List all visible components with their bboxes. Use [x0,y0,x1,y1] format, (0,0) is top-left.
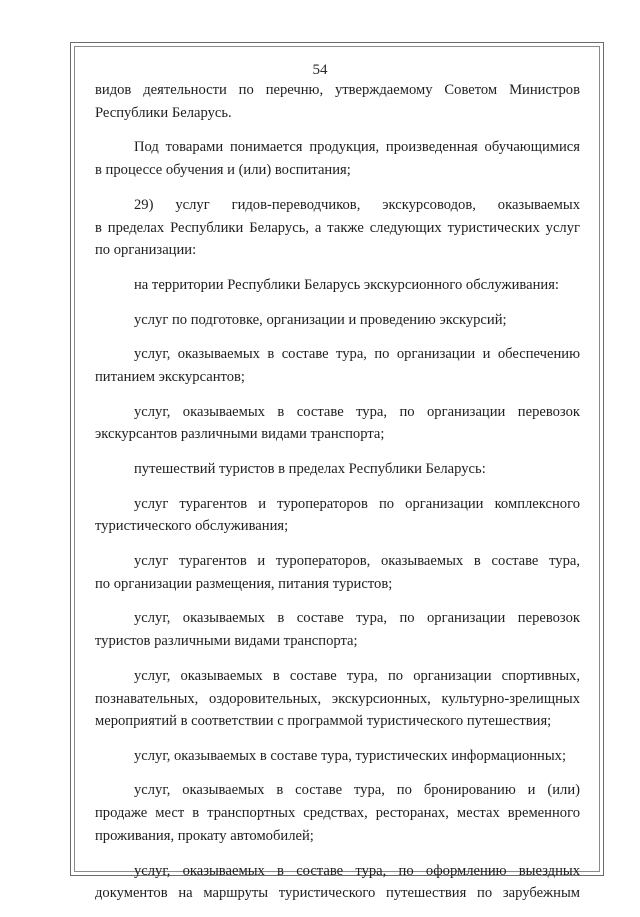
paragraph [95,493,580,539]
paragraph [95,309,580,332]
text-line: 29) услуг гидов-переводчиков, экскурсоводов, оказываемых [134,196,580,213]
text-line: экскурсантов различными видами транспорта; [95,426,385,443]
text-line: по организации: [95,242,197,259]
text-line: проживания, прокату автомобилей; [95,828,314,845]
document-body [95,79,580,917]
text-line: продаже мест в транспортных средствах, ресторанах, местах временного [95,805,580,822]
text-line: видов деятельности по перечню, утверждаемому Советом Министров [95,82,580,98]
text-line: туристов различными видами транспорта; [95,633,358,650]
paragraph [95,194,580,262]
text-line: услуг турагентов и туроператоров, оказываемых в составе тура, [134,552,580,569]
paragraph [95,79,580,125]
text-line: услуг, оказываемых в составе тура, по оформлению выездных [134,862,580,879]
text-line: услуг, оказываемых в составе тура, по организации спортивных, [134,667,580,684]
text-line: услуг по подготовке, организации и проведению экскурсий; [134,311,507,328]
paragraph [95,860,580,906]
paragraph [95,745,580,768]
text-line: познавательных, оздоровительных, экскурсионных, культурно-зрелищных [95,690,580,707]
text-line: услуг, оказываемых в составе тура, по организации перевозок [134,403,580,420]
paragraph [95,136,580,182]
text-line: туристического обслуживания; [95,518,289,535]
paragraph [95,607,580,653]
paragraph [95,779,580,847]
text-line: по организации размещения, питания туристов; [95,575,393,592]
paragraph [95,665,580,733]
text-line: в пределах Республики Беларусь, а также следующих туристических услуг [95,219,580,236]
text-line: в процессе обучения и (или) воспитания; [95,162,351,179]
paragraph [95,458,580,481]
paragraph [95,550,580,596]
text-line: питанием экскурсантов; [95,368,245,385]
text-line: Под товарами понимается продукция, произведенная обучающимися [134,139,580,156]
text-line: путешествий туристов в пределах Республики Беларусь: [134,460,486,477]
page-number: 54 [312,62,328,78]
text-line: услуг, оказываемых в составе тура, по организации и обеспечению [134,346,580,363]
text-line: документов на маршруты туристического путешествия по зарубежным [95,885,580,902]
text-line: Республики Беларусь. [95,104,232,121]
text-line: услуг, оказываемых в составе тура, по бронированию и (или) [134,782,580,799]
text-line: на территории Республики Беларусь экскурсионного обслуживания: [134,276,559,293]
paragraph [95,401,580,447]
text-line: мероприятий в соответствии с программой туристического путешествия; [95,713,552,730]
text-line: услуг турагентов и туроператоров по организации комплексного [134,495,580,512]
text-line: услуг, оказываемых в составе тура, по организации перевозок [134,610,580,627]
paragraph [95,343,580,389]
text-line: услуг, оказываемых в составе тура, туристических информационных; [134,747,567,764]
paragraph [95,274,580,297]
